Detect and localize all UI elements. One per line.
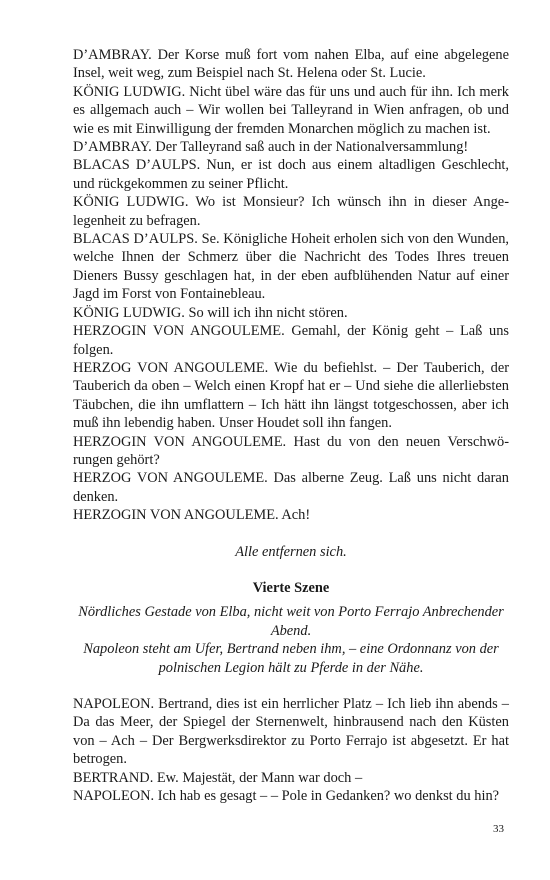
dialogue-line: D’AMBRAY. Der Korse muß fort vom nahen Elba, auf eine abgelegene Insel, weit weg, zum Beispiel nach St. Helena oder St. Lucie. [73,47,509,82]
dialogue-line: HERZOG VON ANGOULEME. Wie du befiehlst. – Der Tauberich, der Tauberich da oben – Welch einen Kropf hat er – Und siehe die allerliebsten Täubchen, die ihn umflattern – Ich hätt ihn längst totgeschossen, aber ich muß ihn lebendig haben. Unser Houdet soll ihn fangen. [73,359,509,432]
dialogue-line: HERZOGIN VON ANGOULEME. Gemahl, der König geht – Laß uns folgen. [73,323,509,358]
dialogue-line: BLACAS D’AULPS. Se. Königliche Hoheit erholen sich von den Wunden, welche Ihnen der Schmerz über die Nachricht des Todes Ihres treuen Dieners Bussy geschlagen hat, in der eben aufblühenden Natur auf einer Jagd im Forst von Fontainebleau. [73,231,509,303]
book-page [73,46,509,805]
dialogue-line: KÖNIG LUDWIG. So will ich ihn nicht stören. [73,304,348,321]
spacer [73,677,509,695]
page-number: 33 [493,823,504,835]
dialogue-line: D’AMBRAY. Der Talleyrand saß auch in der Nationalversammlung! [73,139,469,156]
dialogue-line: NAPOLEON. Ich hab es gesagt – – Pole in Gedanken? wo denkst du hin? [73,788,500,805]
dialogue-line: NAPOLEON. Bertrand, dies ist ein herrlicher Platz – Ich lieb ihn abends – Da das Meer, der Spiegel der Sternenwelt, hinbrausend nach den Küsten von – Ach – Der Bergwerksdirektor zu Porto Ferrajo ist abgesetzt. Er hat betrogen. [73,696,509,768]
scene-title: Vierte Szene [252,579,330,596]
stage-direction-exit: Alle entfernen sich. [235,543,347,560]
dialogue-line: BLACAS D’AULPS. Nun, er ist doch aus einem altadligen Geschlecht, und rückgekommen zu seiner Pflicht. [73,157,509,192]
scene-setting: Nördliches Gestade von Elba, nicht weit von Porto Ferrajo Anbrechender Abend. [78,604,504,639]
dialogue-line: BERTRAND. Ew. Majestät, der Mann war doch – [73,769,363,786]
scene-setting: Napoleon steht am Ufer, Bertrand neben ihm, – eine Ordonnanz von der polnischen Legion hält zu Pferde in der Nähe. [83,641,499,676]
dialogue-line: KÖNIG LUDWIG. Wo ist Monsieur? Ich wünsch ihn in dieser Angelegenheit zu befragen. [73,194,509,229]
dialogue-line: HERZOGIN VON ANGOULEME. Ach! [73,507,311,524]
dialogue-line: KÖNIG LUDWIG. Nicht übel wäre das für uns und auch für ihn. Ich merk es allgemach auch – Wir wollen bei Talleyrand in Wien anfragen, ob und wie es mit Einwilligung der fremden Monarchen möglich zu machen ist. [73,83,509,137]
dialogue-line: HERZOGIN VON ANGOULEME. Hast du von den neuen Verschwörungen gehört? [73,433,509,468]
dialogue-line: HERZOG VON ANGOULEME. Das alberne Zeug. Laß uns nicht daran denken. [73,470,509,505]
